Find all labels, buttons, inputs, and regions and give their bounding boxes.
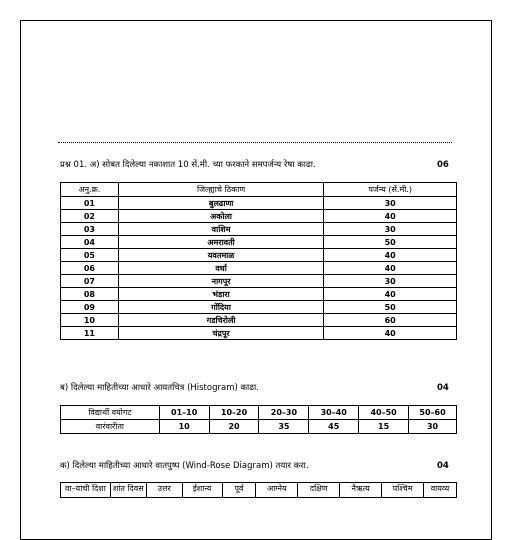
wind-direction-header-cell: वायव्य — [423, 483, 456, 498]
wind-direction-header-cell: पूर्व — [222, 483, 256, 498]
frequency-row — [61, 420, 457, 434]
age-group-cell: 20–30 — [259, 406, 309, 420]
district-cell: चंद्रपूर — [118, 327, 323, 340]
frequency-cell: 35 — [259, 420, 309, 434]
table-row — [61, 288, 457, 301]
table-row — [61, 327, 457, 340]
district-cell: गडचिरोली — [118, 314, 323, 327]
wind-direction-header-cell: दक्षिण — [298, 483, 340, 498]
serial-cell: 11 — [61, 327, 119, 340]
frequency-cell: 45 — [309, 420, 359, 434]
question-1-marks: 06 — [437, 160, 449, 170]
rainfall-cell: 50 — [324, 301, 457, 314]
header-rainfall: पर्जन्य (सें.मी.) — [324, 183, 457, 197]
rainfall-cell: 40 — [324, 288, 457, 301]
serial-cell: 05 — [61, 249, 119, 262]
question-1-text: प्रश्न 01. अ) सोबत दिलेल्या नकाशात 10 सें.मी. च्या फरकाने समपर्जन्य रेषा काढा. — [60, 160, 316, 170]
wind-direction-header-cell: शांत दिवस — [110, 483, 146, 498]
question-3-text: क) दिलेल्या माहितीच्या आधारे वातपुष्प (Wind-Rose Diagram) तयार करा. — [60, 461, 309, 471]
rainfall-cell: 30 — [324, 275, 457, 288]
frequency-cell: 30 — [409, 420, 457, 434]
district-cell: यवतमाळ — [118, 249, 323, 262]
wind-direction-header-cell: पश्चिम — [382, 483, 424, 498]
age-group-label: विद्यार्थी वयोगट — [61, 406, 160, 420]
frequency-cell: 20 — [209, 420, 259, 434]
dotted-separator — [58, 142, 452, 143]
header-district: जिल्ह्याचे ठिकाण — [118, 183, 323, 197]
rainfall-cell: 30 — [324, 223, 457, 236]
table-row — [61, 223, 457, 236]
serial-cell: 02 — [61, 210, 119, 223]
serial-cell: 03 — [61, 223, 119, 236]
rainfall-cell: 30 — [324, 197, 457, 210]
question-2-marks: 04 — [437, 383, 449, 393]
district-cell: गोंदिया — [118, 301, 323, 314]
wind-direction-header-cell: उत्तर — [146, 483, 182, 498]
serial-cell: 09 — [61, 301, 119, 314]
rainfall-cell: 50 — [324, 236, 457, 249]
serial-cell: 08 — [61, 288, 119, 301]
table-row — [61, 197, 457, 210]
wind-direction-header-cell: आग्नेय — [256, 483, 298, 498]
rainfall-cell: 40 — [324, 249, 457, 262]
table-row — [61, 275, 457, 288]
serial-cell: 01 — [61, 197, 119, 210]
table-row — [61, 236, 457, 249]
age-group-cell: 10–20 — [209, 406, 259, 420]
district-cell: अकोला — [118, 210, 323, 223]
table-row — [61, 314, 457, 327]
frequency-label: वारंवारीता — [61, 420, 160, 434]
wind-direction-header-cell: नैऋत्य — [340, 483, 382, 498]
question-2-text: ब) दिलेल्या माहितीच्या आधारे आयतचित्र (Histogram) काढा. — [60, 383, 259, 393]
district-cell: भंडारा — [118, 288, 323, 301]
district-cell: वर्धा — [118, 262, 323, 275]
table-row — [61, 301, 457, 314]
histogram-data-table — [60, 405, 457, 434]
header-serial: अनु.क्र. — [61, 183, 119, 197]
table-header-row — [61, 183, 457, 197]
serial-cell: 06 — [61, 262, 119, 275]
rainfall-cell: 40 — [324, 327, 457, 340]
serial-cell: 04 — [61, 236, 119, 249]
district-cell: नागपूर — [118, 275, 323, 288]
table-row — [61, 249, 457, 262]
wind-direction-header-row — [61, 483, 457, 498]
age-group-cell: 01–10 — [159, 406, 209, 420]
serial-cell: 07 — [61, 275, 119, 288]
district-cell: बुलढाणा — [118, 197, 323, 210]
table-row — [61, 262, 457, 275]
question-3-marks: 04 — [437, 461, 449, 471]
serial-cell: 10 — [61, 314, 119, 327]
age-group-cell: 40–50 — [359, 406, 409, 420]
wind-direction-header-cell: ईशान्य — [182, 483, 222, 498]
district-cell: वाशिम — [118, 223, 323, 236]
age-group-cell: 30–40 — [309, 406, 359, 420]
table-row — [61, 210, 457, 223]
district-cell: अमरावती — [118, 236, 323, 249]
age-group-row — [61, 406, 457, 420]
frequency-cell: 15 — [359, 420, 409, 434]
frequency-cell: 10 — [159, 420, 209, 434]
rainfall-cell: 60 — [324, 314, 457, 327]
wind-direction-header-cell: वा–याची दिशा — [61, 483, 111, 498]
age-group-cell: 50–60 — [409, 406, 457, 420]
wind-rose-table — [60, 482, 457, 498]
rainfall-cell: 40 — [324, 262, 457, 275]
rainfall-table — [60, 182, 457, 340]
rainfall-cell: 40 — [324, 210, 457, 223]
